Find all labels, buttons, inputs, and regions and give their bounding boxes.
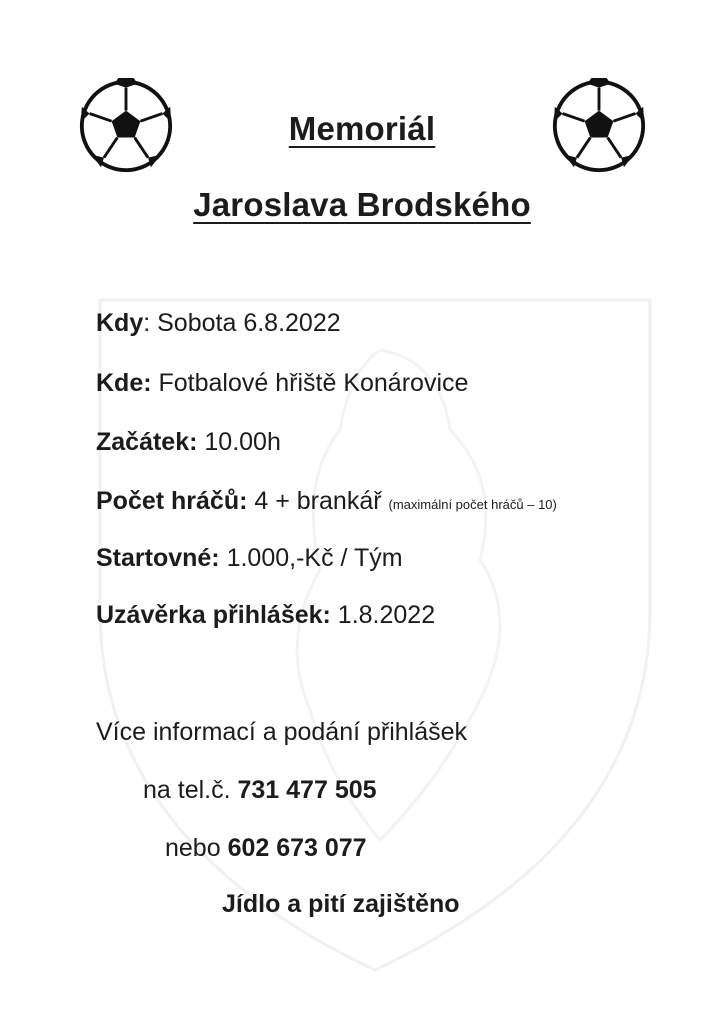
start-row (96, 428, 281, 457)
phone-row-2 (165, 834, 367, 863)
phone-2-prefix: nebo (165, 834, 228, 862)
deadline-value: 1.8.2022 (330, 601, 436, 629)
when-label: Kdy (96, 309, 144, 337)
deadline-label: Uzávěrka přihlášek: (96, 601, 331, 629)
title-line-2 (0, 186, 724, 224)
more-info-text: Více informací a podání přihlášek (96, 718, 468, 746)
where-value: Fotbalové hřiště Konárovice (151, 369, 469, 397)
fee-label: Startovné: (96, 544, 220, 572)
when-separator: : (143, 309, 151, 337)
fee-row (96, 544, 403, 573)
where-label: Kde: (96, 369, 152, 397)
phone-1-number: 731 477 505 (237, 776, 377, 804)
phone-1-prefix: na tel.č. (143, 776, 238, 804)
when-row (96, 309, 341, 338)
food-notice: Jídlo a pití zajištěno (222, 890, 460, 918)
title-line-1 (0, 110, 724, 148)
phone-2-number: 602 673 077 (227, 834, 367, 862)
when-value: Sobota 6.8.2022 (150, 309, 341, 337)
players-row (96, 487, 557, 516)
where-row (96, 369, 468, 398)
players-note: (maximální počet hráčů – 10) (388, 497, 557, 512)
start-label: Začátek: (96, 428, 198, 456)
title-name: Jaroslava Brodského (193, 186, 531, 223)
fee-value: 1.000,-Kč / Tým (219, 544, 403, 572)
phone-row-1 (143, 776, 377, 805)
start-value: 10.00h (197, 428, 281, 456)
players-label: Počet hráčů: (96, 487, 248, 515)
title-memorial: Memoriál (288, 110, 436, 147)
deadline-row (96, 601, 435, 630)
players-value: 4 + brankář (247, 487, 389, 515)
